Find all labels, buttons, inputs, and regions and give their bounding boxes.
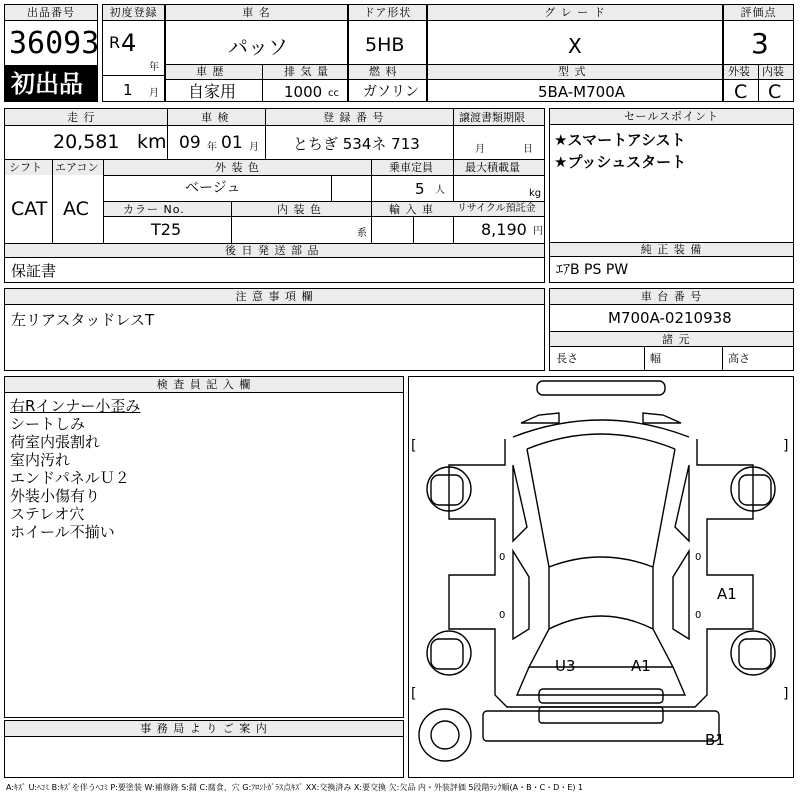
- side-mark: 0: [695, 610, 702, 621]
- sales-point-2: ★プッシュスタート: [554, 153, 687, 171]
- height-label: 高さ: [728, 352, 750, 365]
- first-registration-box: [102, 4, 165, 102]
- max-load-unit: kg: [529, 188, 542, 199]
- damage-mark: A1: [717, 585, 737, 603]
- grade: X: [568, 34, 582, 58]
- tire-rear-right: [739, 639, 771, 669]
- inspector-note: 外装小傷有り: [10, 487, 101, 505]
- year-unit: 年: [149, 62, 159, 73]
- car-name-label: 車 名: [166, 5, 347, 21]
- door-type: 5HB: [365, 34, 405, 56]
- rear-glass: [517, 667, 685, 695]
- front-bumper: [537, 381, 665, 395]
- spare-wheel-hub: [431, 721, 459, 749]
- roof-front: [549, 557, 653, 567]
- history: 自家用: [188, 82, 237, 101]
- equipment-box: [549, 242, 794, 283]
- notes: 左リアスタッドレスT: [11, 311, 155, 329]
- cabin-outline: [527, 449, 675, 667]
- window-right-rear: [673, 551, 689, 639]
- equipment: ｴｱB PS PW: [556, 262, 629, 278]
- damage-diagram: [408, 376, 794, 778]
- model-label: 型 式: [558, 65, 587, 78]
- rear-end: [483, 711, 719, 741]
- transfer-month-unit: 月: [475, 144, 485, 155]
- mileage-unit: km: [137, 131, 167, 153]
- length-label: 長さ: [556, 352, 578, 365]
- registration-number: とちぎ 534ネ 713: [293, 135, 420, 153]
- bracket-right-front: ]: [783, 438, 789, 454]
- capacity-unit: 人: [435, 185, 445, 196]
- color-no: T25: [151, 220, 182, 239]
- spare-wheel: [419, 709, 471, 761]
- car-name: パッソ: [228, 35, 288, 59]
- inspection-month: 01: [221, 133, 243, 153]
- first-listing-badge: [4, 66, 98, 102]
- inspector-note: シートしみ: [10, 415, 86, 433]
- color-no-label: カラー No.: [123, 203, 185, 216]
- exterior-label: 外装: [728, 65, 750, 78]
- lot-number: 36093: [9, 26, 100, 61]
- spec-label: 諸 元: [662, 333, 691, 346]
- reg-no-label: 登 録 番 号: [323, 111, 385, 124]
- window-left-rear: [513, 551, 529, 639]
- history-label: 車 歴: [196, 65, 225, 78]
- car-diagram-svg: [409, 377, 793, 777]
- int-color-unit: 系: [357, 228, 367, 239]
- mileage: 20,581: [53, 131, 120, 153]
- month-unit: 月: [149, 88, 159, 99]
- score-box: [723, 4, 794, 102]
- later-parts: 保証書: [11, 262, 57, 280]
- office-label: 事 務 局 よ り ご 案 内: [5, 721, 403, 737]
- first-listing-label: 初出品: [11, 70, 83, 98]
- roof-rear: [549, 616, 653, 629]
- score: 3: [751, 27, 769, 60]
- bracket-right-rear: ]: [783, 686, 789, 702]
- inspector-note: 室内汚れ: [10, 451, 71, 469]
- transfer-day-unit: 日: [523, 144, 533, 155]
- sales-points-box: [549, 108, 794, 243]
- tire-front-right: [739, 475, 771, 505]
- notes-label: 注 意 事 項 欄: [5, 289, 544, 305]
- inspector-note: ステレオ穴: [10, 505, 85, 523]
- chassis-number: M700A-0210938: [608, 309, 732, 327]
- rear-bumper: [539, 689, 663, 703]
- door-box: [348, 4, 427, 102]
- year-number: 4: [121, 29, 137, 57]
- exterior-score: C: [734, 81, 748, 103]
- capacity-label: 乗車定員: [389, 161, 433, 174]
- inspector-note: 右Rインナー小歪み: [10, 397, 141, 415]
- inspection-month-unit: 月: [249, 142, 259, 153]
- bracket-left-front: [: [411, 438, 417, 454]
- window-left-front: [513, 465, 527, 541]
- car-name-box: [165, 4, 348, 102]
- capacity: 5: [415, 180, 425, 198]
- interior-label: 内装: [762, 65, 784, 78]
- displacement: 1000: [284, 83, 323, 101]
- vehicle-details-box: [4, 108, 545, 283]
- equipment-label: 純 正 装 備: [550, 243, 793, 257]
- first-registration-label: 初度登録: [103, 5, 164, 21]
- grade-box: [427, 4, 723, 102]
- inspector-note: 荷室内張割れ: [10, 433, 101, 451]
- displacement-label: 排 気 量: [284, 65, 329, 78]
- office-box: [4, 720, 404, 778]
- era-letter: R: [109, 33, 121, 52]
- bracket-left-rear: [: [411, 686, 417, 702]
- later-parts-label: 後 日 発 送 部 品: [225, 244, 320, 257]
- interior-score: C: [768, 81, 782, 103]
- window-right-front: [675, 465, 689, 541]
- model-code: 5BA-M700A: [538, 83, 626, 101]
- windshield-top: [527, 434, 675, 449]
- inspector-note: エンドパネルＵ２: [10, 469, 130, 487]
- import-label: 輸 入 車: [389, 203, 434, 216]
- fuel-type: ガソリン: [363, 84, 419, 100]
- shift-label: シフト: [9, 161, 42, 174]
- tire-rear-left: [431, 639, 463, 669]
- fuel-label: 燃 料: [369, 65, 398, 78]
- inspection-label: 車 検: [201, 111, 230, 124]
- inspector-label: 検 査 員 記 入 欄: [5, 377, 403, 393]
- max-load-label: 最大積載量: [465, 161, 520, 174]
- ext-color-label: 外 装 色: [215, 161, 260, 174]
- ac-label: エアコン: [55, 161, 99, 174]
- headlight-left: [521, 413, 559, 423]
- lot-number-label: 出品番号: [5, 5, 97, 21]
- legend: A:ｷｽﾞ U:ﾍｺﾐ B:ｷｽﾞを伴うﾍｺﾐ P:要塗装 W:補修跡 S:錆 C:腐食、穴 G:ﾌﾛﾝﾄｶﾞﾗｽ点ｷｽﾞ XX:交換済み X:要交換 欠:欠品 内・外装評価 5段階ﾗﾝｸ順(A・B・C・D・E) 1: [6, 783, 584, 792]
- chassis-box: [549, 288, 794, 371]
- int-color-label: 内 装 色: [277, 203, 322, 216]
- ac: AC: [63, 198, 89, 220]
- inspection-year: 09: [179, 133, 201, 153]
- side-mark: 0: [499, 552, 506, 563]
- mileage-label: 走 行: [67, 111, 96, 124]
- recycle-label: リサイクル預託金: [457, 203, 536, 214]
- sales-points-label: セールスポイント: [550, 109, 793, 125]
- shift: CAT: [11, 198, 48, 220]
- notes-box: [4, 288, 545, 371]
- month-number: 1: [123, 81, 133, 99]
- displacement-unit: cc: [328, 88, 339, 99]
- lot-number-box: [4, 4, 98, 66]
- damage-mark: A1: [631, 657, 651, 675]
- headlight-right: [643, 413, 681, 423]
- damage-mark: U3: [555, 657, 576, 675]
- ext-color: ベージュ: [185, 180, 241, 196]
- tire-front-left: [431, 475, 463, 505]
- sales-point-1: ★スマートアシスト: [554, 131, 686, 149]
- recycle-fee: 8,190: [481, 220, 527, 239]
- rear-panel: [539, 707, 663, 723]
- inspection-year-unit: 年: [207, 142, 217, 153]
- transfer-label: 譲渡書類期限: [459, 111, 525, 124]
- inspector-notes: [10, 397, 140, 541]
- chassis-label: 車 台 番 号: [550, 289, 793, 305]
- door-label: ドア形状: [349, 5, 426, 21]
- side-mark: 0: [499, 610, 506, 621]
- score-label: 評価点: [724, 5, 793, 21]
- inspector-note: ホイール不揃い: [10, 523, 115, 541]
- damage-mark: B1: [705, 731, 725, 749]
- grade-label: グ レ ー ド: [428, 5, 722, 21]
- width-label: 幅: [650, 352, 661, 365]
- recycle-unit: 円: [533, 226, 543, 237]
- side-mark: 0: [695, 552, 702, 563]
